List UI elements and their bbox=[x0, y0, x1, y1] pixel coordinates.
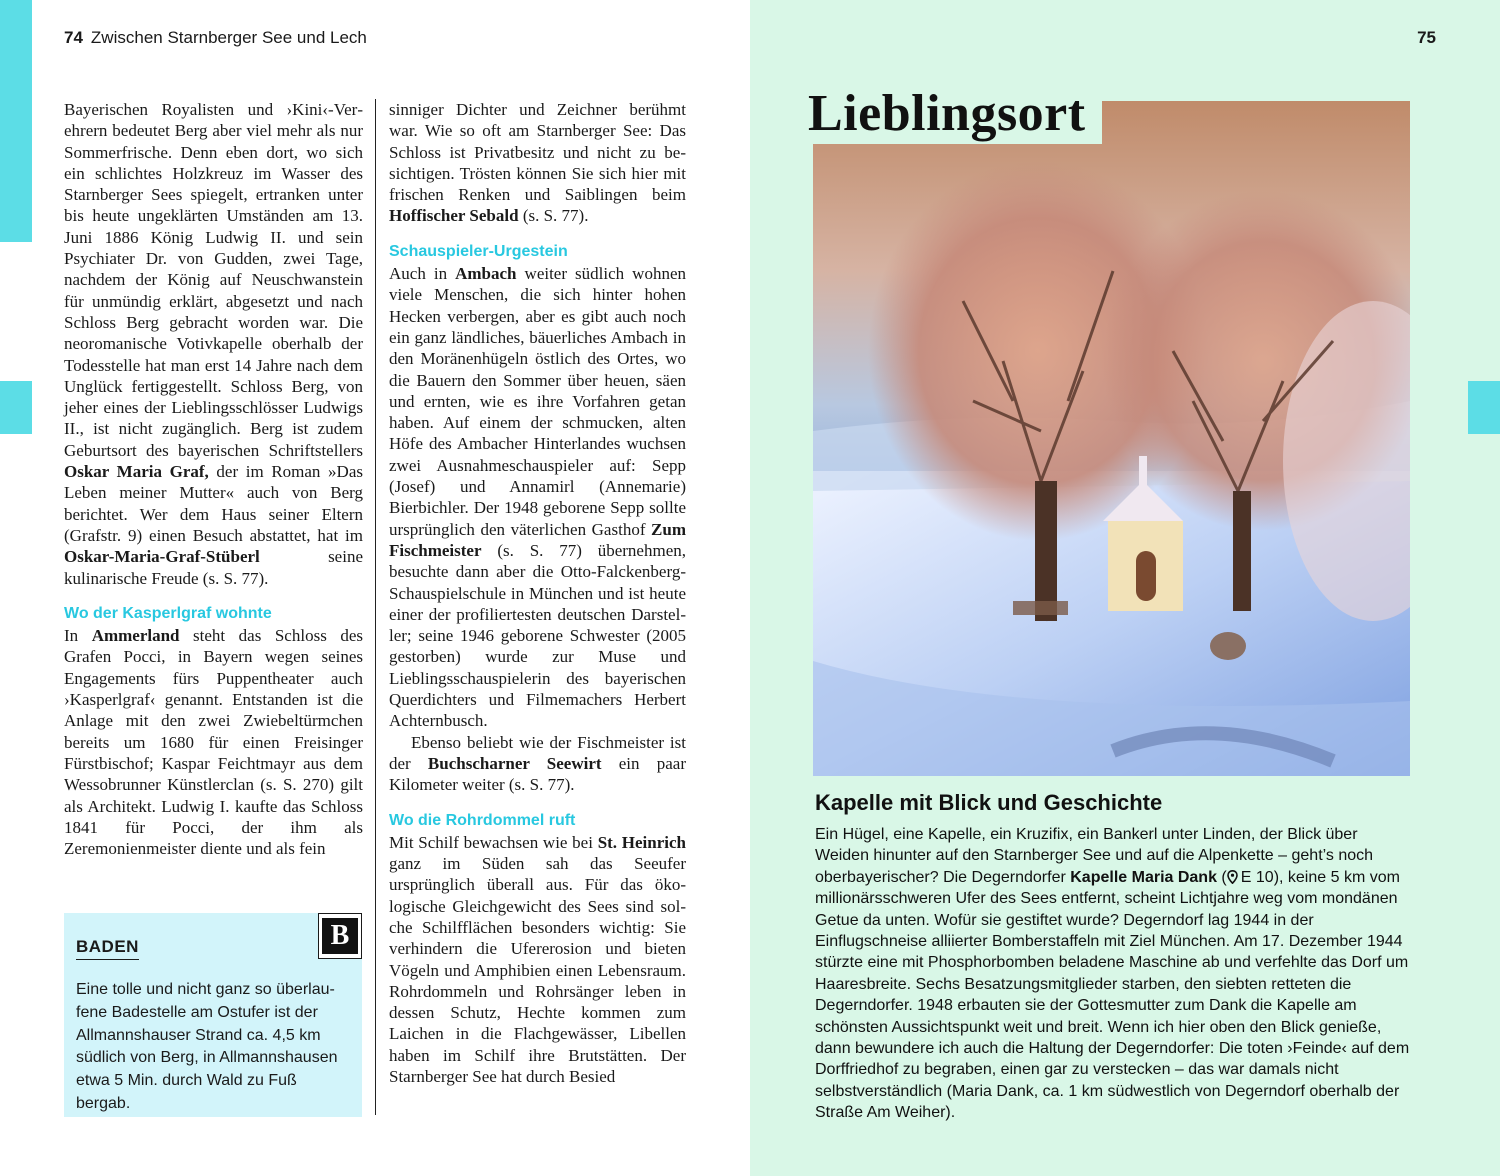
place-name-bold: Buchscharner Seewirt bbox=[427, 753, 602, 773]
place-name-bold: Oskar Maria Graf, bbox=[64, 462, 209, 482]
page-number-left: 74 bbox=[64, 28, 83, 47]
info-box-text: Eine tolle und nicht ganz so überlaufene Badestelle am Ostufer ist der Allmannshauser Strand ca. 4,5 km südlich von Berg, in Allmannshausen etwa 5 Min. durch Wald zu Fuß bergab. bbox=[76, 981, 338, 1112]
place-name-bold: Ambach bbox=[455, 264, 517, 284]
feature-subtitle: Kapelle mit Blick und Geschichte bbox=[815, 790, 1163, 815]
running-head bbox=[64, 28, 367, 48]
place-name-bold: Kapelle Maria Dank bbox=[1070, 868, 1217, 886]
feature-text: Ein Hügel, eine Kapelle, ein Kruzifix, ein Bankerl unter Linden, der Blick über Weiden hinunter auf den Starnberger See und auf die Alpenkette – geht’s noch oberbayerischer? Die Degerndorfer Kapelle Maria Dank ( E 10), keine 5 km vom millionärsschweren Ufer des Sees entfernt, scheint Lichtjahre weg vom mondänen Getue da unten. Wofür sie gestiftet wurde? Degerndorf lag 1944 in der Einflugschneise alliierter Bomberstaffeln mit Ziel München. Am 17. Dezember 1944 stürzte eine mit Phosphorbomben beladene Maschine ab und verfehlte das Dorf um Haaresbreite. Sechs Besatzungsmitglieder starben, den siebten retteten die Degerndorfer. 1948 erbauten sie der Gottesmutter zum Dank die Kapelle am schönsten Aussichtspunkt weit und breit. Wenn ich hier oben den Blick genieße, dann bewundere ich auch die Haltung der Degerndorfer: Die toten ›Feinde‹ auf dem Dorffriedhof zu begraben, einen gar zu verstecken – das war damals nicht selbstverständlich (Maria Dank, ca. 1 km südwestlich von Degerndorf oberhalb der Straße Am Weiher). bbox=[815, 826, 1410, 1122]
place-name-bold: Oskar-Maria-Graf-Stüberl bbox=[64, 547, 260, 567]
paragraph: sinniger Dichter und Zeichner berühmt war. Wie so oft am Starnberger See: Das Schloss ist Privatbesitz und nicht zu besichtigen. Trösten können Sie sich hier mit frischen Renken und Saiblingen beim Hoffischer Sebald (s. S. 77). bbox=[389, 100, 686, 226]
column-divider bbox=[375, 99, 376, 1115]
section-subheading: Schauspieler-Urgestein bbox=[389, 242, 568, 260]
page-number-right: 75 bbox=[1417, 28, 1436, 47]
category-badge-icon: B bbox=[318, 913, 362, 959]
thumb-tab-marker bbox=[1468, 381, 1500, 434]
chapter-tab-marker bbox=[0, 0, 32, 242]
info-box-title: BADEN bbox=[76, 937, 139, 960]
info-box-baden bbox=[64, 913, 362, 1117]
map-reference: E 10 bbox=[1240, 868, 1274, 886]
paragraph: Ebenso beliebt wie der Fischmeister ist der Buchscharner Seewirt ein paar Kilometer weiter (s. S. 77). bbox=[389, 732, 686, 795]
place-name-bold: St. Heinrich bbox=[597, 832, 686, 852]
place-name-bold: Zum Fischmeister bbox=[389, 519, 686, 560]
chapel-photo bbox=[813, 101, 1410, 776]
running-head-title: Zwischen Starnberger See und Lech bbox=[90, 28, 367, 47]
place-name-bold: Ammerland bbox=[91, 626, 180, 646]
section-subheading: Wo der Kasperlgraf wohnte bbox=[64, 604, 272, 622]
paragraph: In Ammerland steht das Schloss des Grafen Pocci, in Bayern wegen seines Engagements fürs Puppentheater auch ›Kasperlgraf‹ genannt. Entstanden ist die Anlage mit den zwei Zwiebeltürmchen bereits um 1680 für einen Freisinger Fürstbischof; Kaspar Feichtmayr aus dem Wessobrunner Künstlerclan (s. S. 270) gilt als Architekt. Ludwig I. kaufte das Schloss 1841 für Pocci, der ihm als Zeremonienmeister diente und als fein bbox=[64, 626, 363, 859]
feature-title: Lieblingsort bbox=[808, 84, 1102, 144]
paragraph: Mit Schilf bewachsen wie bei St. Heinrich ganz im Süden sah das Seeufer ursprünglich überall aus. Für das ökologische Gleichgewicht des Sees sind solche Schilfflächen besonders wichtig: Sie verhindern die Ufererosion und bieten Vögeln und Amphibien einen Lebensraum. Rohrdommeln und Rohrsänger leben in dessen Schutz, Hechte kommen zum Laichen in die Flachgewässer, Libellen haben im Schilf ihre Brutstätten. Der Starnberger See hat durch Besied bbox=[389, 832, 686, 1087]
text-column-1 bbox=[64, 99, 363, 859]
section-subheading: Wo die Rohrdommel ruft bbox=[389, 811, 576, 829]
paragraph: Bayerischen Royalisten und ›Kini‹-Verehrern bedeutet Berg aber viel mehr als nur Sommerfrische. Denn eben dort, wo sich ein schlichtes Holzkreuz im Wasser des Starnberger Sees spiegelt, ertranken unter bis heute ungeklärten Umständen am 13. Juni 1886 König Ludwig II. und sein Psychiater Dr. von Gudden, zwei Tage, nachdem der König auf Neuschwanstein für unmündig erklärt, abgesetzt und nach Schloss Berg gebracht worden war. Die neoromanische Votivkapelle oberhalb der Todesstelle hat man erst 14 Jahre nach dem Unglück fertiggestellt. Schloss Berg, von jeher eines der Lieblingsschlösser Ludwigs II., ist nicht zugänglich. Berg ist zudem Geburtsort des bayerischen Schriftstellers Oskar Maria Graf, der im Roman »Das Leben meiner Mutter« auch von Berg berichtet. Wer dem Haus seiner Eltern (Grafstr. 9) einen Besuch abstattet, hat im Oskar-Maria-Graf-Stüberl seine kulinarische Freude (s. S. 77). bbox=[64, 100, 363, 588]
map-pin-icon bbox=[1227, 869, 1238, 883]
thumb-tab-marker bbox=[0, 381, 32, 434]
paragraph: Auch in Ambach weiter südlich wohnen viele Menschen, die sich hinter hohen Hecken verbergen, aber es gibt auch noch ein ganz ländliches, bäuerliches Ambach in den Moränenhügeln östlich des Ortes, wo die Bauern den Sommer über heuen, säen und ernten, wie es ihre Vorfahren getan haben. Auf einem der schmucken, alten Höfe des Ambacher Hinterlandes wuchsen zwei Ausnahmeschauspieler auf: Sepp (Josef) und Annamirl (Annemarie) Bierbichler. Der 1948 geborene Sepp sollte ursprünglich den väterlichen Gasthof Zum Fischmeister (s. S. 77) übernehmen, besuchte dann aber die Otto-Falckenberg-Schauspielschule in München und ist heute einer der profiliertesten deutschen Darsteller; seine 1946 geborene Schwester (2005 gestorben) wurde zur Muse und Lieblingsschauspielerin des bayerischen Querdichters und Filmemachers Herbert Achternbusch. bbox=[389, 264, 687, 731]
text-column-2 bbox=[389, 99, 686, 1087]
place-name-bold: Hoffischer Sebald bbox=[389, 206, 519, 226]
